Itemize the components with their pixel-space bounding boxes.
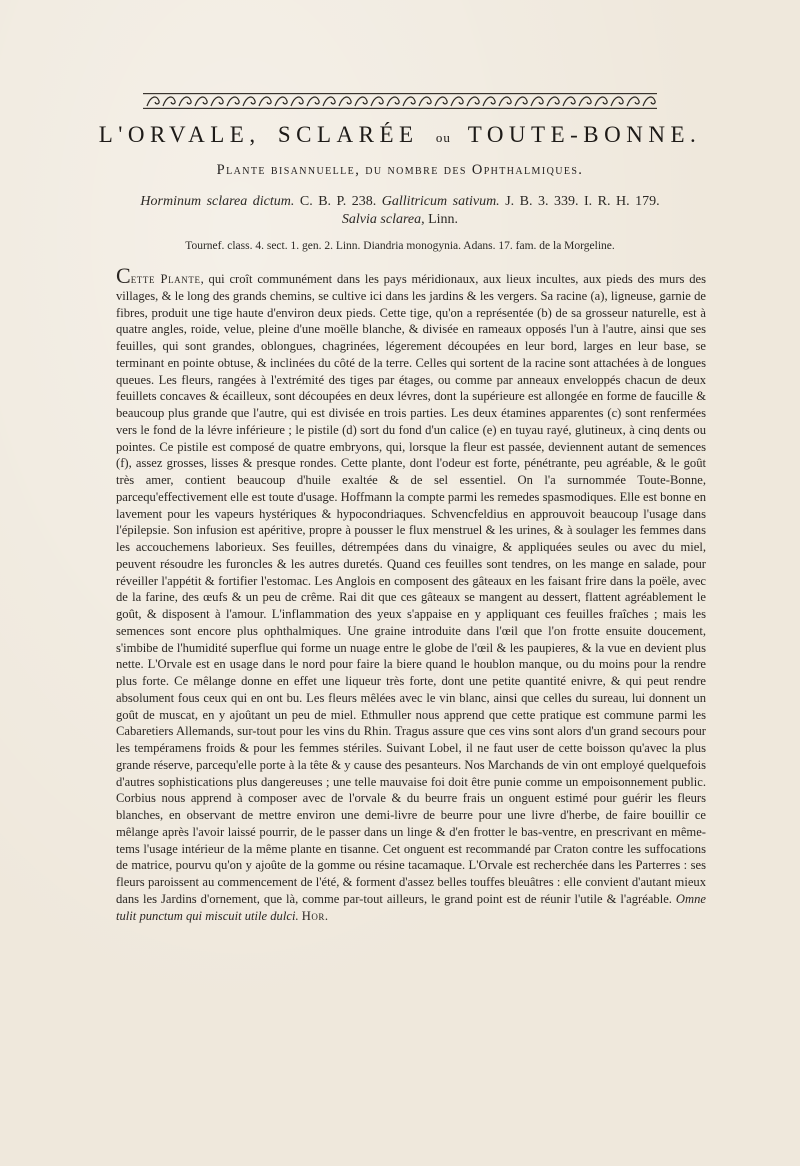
ornament-motif bbox=[163, 97, 175, 106]
body-text bbox=[116, 263, 707, 924]
ornament-motif bbox=[531, 97, 543, 106]
synonym-ref-2: J. B. 3. 339. I. R. H. 179. bbox=[505, 194, 660, 209]
ornament-motif bbox=[579, 97, 591, 106]
synonym-line-1 bbox=[0, 194, 800, 210]
ornament-motif bbox=[355, 97, 367, 106]
ornament-motif bbox=[291, 97, 303, 106]
title-end: TOUTE-BONNE. bbox=[467, 122, 702, 147]
ornament-motif bbox=[211, 97, 223, 106]
ornament-motif bbox=[643, 97, 655, 106]
ornament-motif bbox=[419, 97, 431, 106]
body-paragraph bbox=[116, 263, 707, 924]
ornament-motif bbox=[611, 97, 623, 106]
ornament-motif bbox=[259, 97, 271, 106]
ornament-motif bbox=[435, 97, 447, 106]
title-main: L'ORVALE, SCLARÉE bbox=[98, 122, 419, 147]
page-title bbox=[0, 122, 800, 148]
ornament-motif bbox=[387, 97, 399, 106]
ornament-motif bbox=[403, 97, 415, 106]
ornament-motif bbox=[275, 97, 287, 106]
ornament-motif bbox=[243, 97, 255, 106]
lead-words: ette Plante bbox=[130, 272, 201, 286]
ornament-motif bbox=[147, 97, 159, 106]
closing-quote: Omne tulit punctum qui miscuit utile dulci. bbox=[116, 891, 706, 923]
synonym-name-3: Salvia sclarea bbox=[341, 212, 422, 227]
synonym-ref-1: C. B. P. 238. bbox=[299, 194, 377, 209]
title-connector: ou bbox=[435, 130, 451, 145]
page-subtitle: Plante bisannuelle, du nombre des Ophthalmiques. bbox=[216, 162, 584, 178]
ornament-motif bbox=[483, 97, 495, 106]
synonym-name-1: Horminum sclarea dictum. bbox=[140, 194, 295, 209]
synonym-name-2: Gallitricum sativum. bbox=[381, 194, 500, 209]
body-main-text: , qui croît communément dans les pays méridionaux, aux lieux incultes, aux pieds des murs des villages, & le long des grands chemins, se cultive ici dans les jardins & les vergers. Sa racine (a), ligneuse, garnie de fibres, produit une tige haute d'environ deux pieds. Cette tige, qu'on a représentée (b) de sa grosseur naturelle, est à quatre angles, roide, velue, pleine d'une moëlle blanche, & divisée en rameaux opposés l'un à l'autre, ainsi que ses feuilles, qui sont grandes, oblongues, chagrinées, légerement découpées en leur bord, larges en leur base, se terminant en pointe obtuse, & inclinées du côté de la terre. Celles qui sortent de la racine sont attachées à de longues queues. Les fleurs, rangées à l'extrémité des tiges par étages, ou comme par anneaux enveloppés chacun de deux feuillets concaves & écailleux, sont découpées en deux lévres, dont la supérieure est allongée en forme de faucille & beaucoup plus grande que l'autre, qui est divisée en trois parties. Les deux étamines apparentes (c) sont renfermées vers le fond de la lévre inférieure ; le pistile (d) sort du fond d'un calice (e) en tuyau rayé, glutineux, à cinq dents ou pointes. Ce pistile est composé de quatre embryons, qui, lorsque la fleur est passée, deviennent autant de semences (f), assez grosses, lisses & presque rondes. Cette plante, dont l'odeur est forte, pénétrante, peu agréable, & le goût très amer, contient beaucoup d'huile exaltée & de sel essentiel. On l'a surnommée Toute-Bonne, parcequ'effectivement elle est toute d'usage. Hoffmann la compte parmi les remedes spasmodiques. Elle est bonne en lavement pour les vapeurs hystériques & hypocondriaques. Schvencfeldius en approuvoit beaucoup l'usage dans l'épilepsie. Son infusion est apéritive, propre à pousser le flux menstruel & les urines, & à soulager les femmes dans les accouchemens laborieux. Ses feuilles, détrempées dans du vinaigre, & appliquées seules ou avec du miel, peuvent résoudre les furoncles & les autres duretés. Quand ces feuilles sont tendres, on les mange en salade, pour réveiller l'appétit & fortifier l'estomac. Les Anglois en composent des gâteaux en les faisant frire dans la poële, avec de la farine, des œufs & un peu de crême. Rai dit que ces gâteaux se mangent au dessert, flattent agréablement le goût, & disposent à l'amour. L'inflammation des yeux s'appaise en y appliquant ces feuilles fraîches ; mais les semences sont encore plus ophthalmiques. Une graine introduite dans l'œil que l'on frotte ensuite doucement, s'imbibe de l'humidité superflue qui forme un nuage entre le globe de l'œil & les paupieres, & la vue en devient plus nette. L'Orvale est en usage dans le nord pour faire la biere quand le houblon manque, ou du moins pour la rendre plus forte. Ce mêlange donne en effet une liqueur très forte, dont une petite quantité enivre, & qui peut rendre absolument fous ceux qui en ont bu. Les fleurs mêlées avec le vin blanc, ainsi que celles du sureau, lui donnent un goût de muscat, en y ajoûtant un peu de miel. Ethmuller nous apprend que cette pratique est commune parmi les Cabaretiers Allemands, sur-tout pour les vins du Rhin. Tragus assure que ces vins sont alors d'un grand secours pour les tempéramens froids & pour les femmes stériles. Suivant Lobel, il ne faut user de cette boisson qu'avec la plus grande réserve, parcequ'elle porte à la tête & y cause des pesanteurs. Nos Marchands de vin ont employé quelquefois d'autres sophistications plus dangereuses ; une telle mauvaise foi doit être punie comme un empoisonnement public. Corbius nous apprend à composer avec de l'orvale & du beurre frais un onguent estimé pour guérir les fleurs blanches, en observant de mettre environ une demi-livre de beurre pour une livre d'herbe, de faire bouillir ce mêlange après l'avoir laissé pourrir, de le passer dans un linge & d'en frotter le bas-ventre, en prescrivant en même-tems l'usage intérieur de la même plante en tisanne. Cet onguent est recommandé par Craton contre les suffocations de matrice, pourvu qu'on y ajoûte de la gomme ou résine tacamaque. L'Orvale est recherchée dans les Parterres : ses fleurs paroissent au commencement de l'été, & forment d'assez belles touffes bleuâtres : elle convient d'autant mieux dans les Jardins d'ornement, que là, comme par-tout ailleurs, le grand point est de réunir l'utile & l'agréable. bbox=[116, 272, 707, 906]
ornament-motif bbox=[547, 97, 559, 106]
ornament-motif bbox=[595, 97, 607, 106]
synonym-ref-3: , Linn. bbox=[421, 212, 459, 227]
ornament-motif bbox=[227, 97, 239, 106]
ornament-motif bbox=[451, 97, 463, 106]
ornament-motif bbox=[499, 97, 511, 106]
ornament-motif bbox=[339, 97, 351, 106]
quote-author: Hor. bbox=[301, 908, 329, 923]
drop-cap: C bbox=[116, 263, 131, 288]
ornamental-border-band bbox=[143, 92, 657, 110]
ornament-motif bbox=[179, 97, 191, 106]
ornament-motif bbox=[307, 97, 319, 106]
ornament-motif bbox=[627, 97, 639, 106]
classification-line: Tournef. class. 4. sect. 1. gen. 2. Linn. Diandria monogynia. Adans. 17. fam. de la Morgeline. bbox=[185, 240, 615, 252]
ornament-motif bbox=[563, 97, 575, 106]
synonym-line-2 bbox=[0, 212, 800, 228]
ornament-motif bbox=[371, 97, 383, 106]
ornament-motif bbox=[467, 97, 479, 106]
ornament-motif bbox=[323, 97, 335, 106]
ornament-motif bbox=[195, 97, 207, 106]
ornament-motif bbox=[515, 97, 527, 106]
